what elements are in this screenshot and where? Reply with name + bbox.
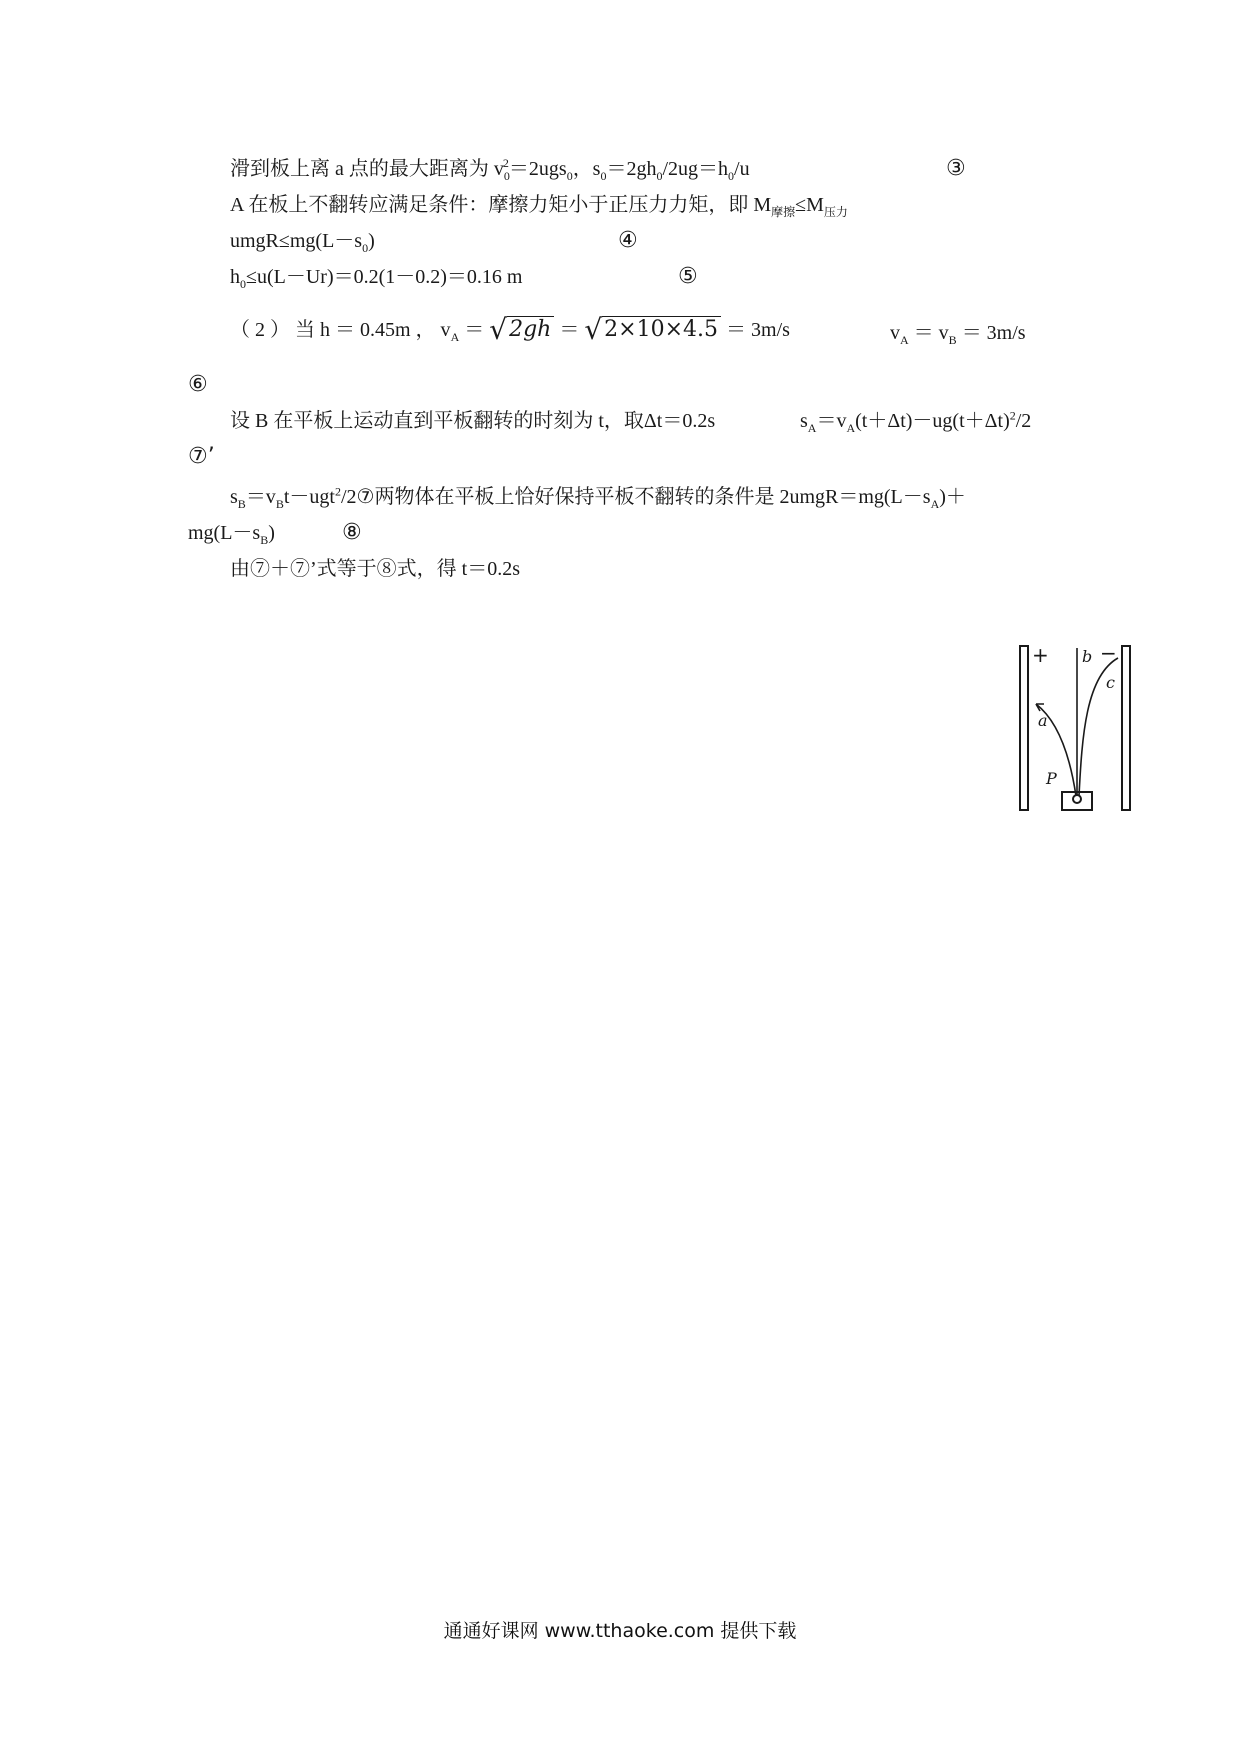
- label-b: b: [1082, 647, 1093, 666]
- line2-text-b: ≤M: [795, 194, 824, 216]
- equation-marker-8: ⑧: [342, 520, 362, 545]
- line5-end: ＝ 3m/s: [956, 322, 1026, 344]
- sub: 0: [566, 169, 573, 183]
- text-line-8: [188, 520, 275, 546]
- sub: B: [260, 533, 269, 547]
- label-c: c: [1106, 673, 1115, 692]
- field-diagram: [1010, 636, 1140, 816]
- footer-text: 通通好课网 www.tthaoke.com 提供下载: [443, 1620, 797, 1642]
- line5-vB: ＝ v: [908, 322, 949, 344]
- sup: 2: [502, 156, 509, 171]
- right-plate: [1122, 646, 1130, 810]
- equation-marker-5: ⑤: [678, 264, 698, 289]
- sub: B: [275, 497, 284, 511]
- text-line-6: [230, 408, 715, 434]
- text-line-6-right: [800, 408, 1031, 434]
- sub: 0: [362, 241, 369, 255]
- sub: 压力: [823, 205, 848, 219]
- label-a: a: [1038, 711, 1048, 730]
- plus-sign: +: [1032, 643, 1049, 667]
- text-line-4: [230, 264, 523, 290]
- sub: 0: [600, 169, 607, 183]
- line7-text: /2⑦两物体在平板上恰好保持平板不翻转的条件是 2umgR＝mg(L－s: [340, 486, 931, 508]
- sub: 摩擦: [771, 205, 796, 219]
- line6-text: 设 B 在平板上运动直到平板翻转的时刻为 t，取Δt＝0.2s: [230, 410, 716, 432]
- sub: 0: [728, 169, 735, 183]
- line7-expr: t－ugt: [283, 486, 335, 508]
- text-line-3: [230, 228, 375, 254]
- sqrt-2gh: √2gh: [489, 316, 554, 343]
- line5-text: （ 2 ） 当 h ＝ 0.45m ， v: [230, 319, 451, 341]
- line5-vA: v: [890, 322, 900, 344]
- equation-marker-6: ⑥: [188, 372, 208, 397]
- line5-result: ＝ 3m/s: [721, 319, 790, 341]
- line4-text-b: ≤u(L－Ur)＝0.2(1－0.2)＝0.16 m: [246, 266, 523, 288]
- sub: 0: [503, 169, 510, 183]
- line7-end: )＋: [939, 486, 966, 508]
- sub: B: [237, 497, 246, 511]
- line4-text: h: [230, 266, 240, 288]
- sqrt-numeric: √2×10×4.5: [584, 316, 721, 343]
- sub: B: [948, 333, 957, 347]
- sub: A: [900, 333, 909, 347]
- line2-text: A 在板上不翻转应满足条件：摩擦力矩小于正压力力矩，即 M: [230, 194, 772, 216]
- line5-eq-2: ＝: [554, 319, 585, 341]
- line8-end: ): [268, 522, 275, 544]
- sub: 0: [240, 277, 246, 291]
- text-line-1: [230, 156, 750, 182]
- radicand-2: 2×10×4.5: [602, 316, 721, 342]
- sup: 2: [1009, 408, 1016, 423]
- line9-text: 由⑦＋⑦’式等于⑧式，得 t＝0.2s: [230, 558, 520, 580]
- sub: 0: [656, 169, 663, 183]
- line1-text-b: ＝2ugs: [508, 158, 567, 180]
- sub: A: [450, 330, 460, 344]
- line1-text-e: /2ug＝h: [662, 158, 729, 180]
- sub: A: [807, 421, 817, 435]
- line3-text-b: ): [368, 230, 375, 252]
- equation-marker-4: ④: [618, 228, 638, 253]
- equation-marker-7-prime: ⑦’: [188, 444, 215, 469]
- text-line-7: [230, 484, 966, 510]
- line1-text-d: ＝2gh: [606, 158, 657, 180]
- text-line-5: [230, 313, 790, 346]
- text-line-2: [230, 192, 848, 218]
- line1-text-f: /u: [734, 158, 750, 180]
- line7-sB: s: [230, 486, 238, 508]
- text-line-5-right: [890, 320, 1026, 346]
- label-p: P: [1046, 769, 1057, 788]
- minus-sign: −: [1100, 641, 1117, 665]
- radicand-1: 2gh: [507, 316, 554, 342]
- line5-eq: ＝: [459, 319, 490, 341]
- equation-marker-3: ③: [946, 156, 966, 181]
- sub: A: [930, 497, 940, 511]
- left-plate: [1020, 646, 1028, 810]
- line8-text: mg(L－s: [188, 522, 261, 544]
- source-point: [1073, 795, 1081, 803]
- line6-expr: (t＋Δt)－ug(t＋Δt): [855, 410, 1010, 432]
- sup: 2: [334, 484, 341, 499]
- line1-text-c: ，s: [572, 158, 601, 180]
- text-line-9: [230, 556, 520, 582]
- sub: A: [846, 421, 856, 435]
- line6-end: /2: [1015, 410, 1032, 432]
- line6-eq: ＝v: [816, 410, 847, 432]
- line6-sA: s: [800, 410, 808, 432]
- line7-eq: ＝v: [245, 486, 276, 508]
- line3-text: umgR≤mg(L－s: [230, 230, 363, 252]
- line1-text: 滑到板上离 a 点的最大距离为 v: [230, 158, 504, 180]
